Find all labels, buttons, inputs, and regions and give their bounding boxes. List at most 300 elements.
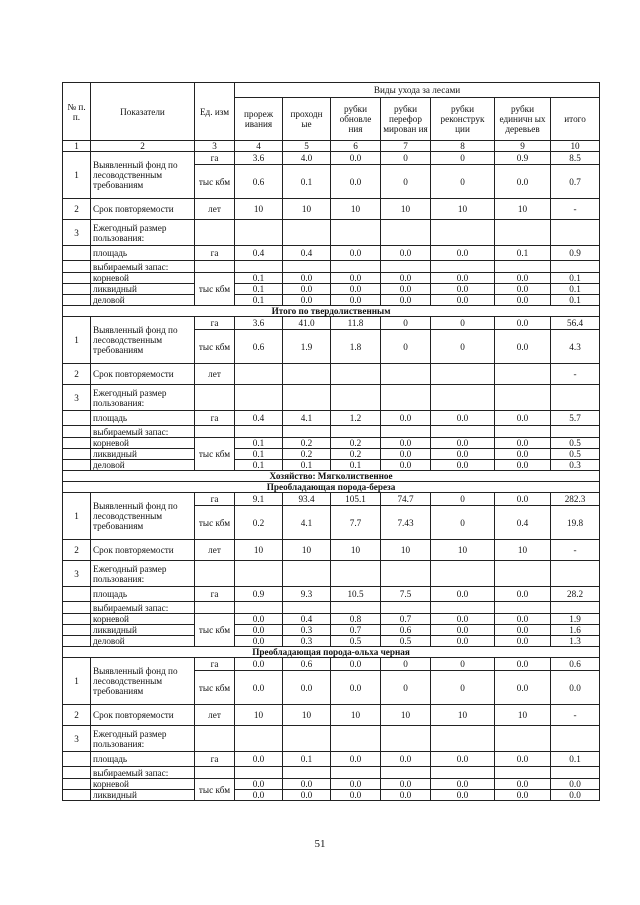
row-label-business: деловой (91, 636, 195, 647)
value-cell: 0 (381, 658, 431, 671)
empty-cell (495, 561, 551, 587)
unit-cell: га (195, 587, 235, 602)
row-number: 2 (63, 705, 91, 726)
empty-cell (283, 767, 331, 779)
empty-cell (431, 561, 495, 587)
row-number: 3 (63, 220, 91, 246)
value-cell: 0.7 (331, 625, 381, 636)
table-row (63, 790, 600, 801)
empty-cell (431, 767, 495, 779)
row-label-fund: Выявленный фонд по лесоводственным требованиям (91, 317, 195, 364)
value-cell: 4.3 (551, 330, 600, 364)
header-number: 1 (63, 141, 91, 152)
value-cell: 0.0 (431, 438, 495, 449)
empty-cell (551, 561, 600, 587)
value-cell: 0.7 (551, 165, 600, 199)
empty-cell (283, 602, 331, 614)
table-row (63, 471, 600, 482)
empty-cell (195, 561, 235, 587)
value-cell: 0.4 (283, 246, 331, 261)
header-number: 2 (91, 141, 195, 152)
value-cell: 7.5 (381, 587, 431, 602)
value-cell: 0 (381, 317, 431, 330)
row-label-liquid: ликвидный (91, 790, 195, 801)
unit-cell: га (195, 317, 235, 330)
empty-cell (195, 602, 235, 614)
row-number: 2 (63, 199, 91, 220)
unit-cell: лет (195, 705, 235, 726)
empty-cell (63, 767, 91, 779)
value-cell: 0.0 (331, 790, 381, 801)
table-row (63, 246, 600, 261)
header-type: рубки обновле ния (331, 98, 381, 141)
empty-cell (495, 220, 551, 246)
row-number: 2 (63, 364, 91, 385)
empty-cell (235, 385, 283, 411)
empty-cell (331, 767, 381, 779)
row-label-business: деловой (91, 295, 195, 306)
value-cell: 0.5 (551, 438, 600, 449)
empty-cell (331, 602, 381, 614)
row-number: 1 (63, 152, 91, 199)
value-cell: 0.9 (235, 587, 283, 602)
header-number: 3 (195, 141, 235, 152)
row-number: 3 (63, 561, 91, 587)
document-table-container (62, 82, 600, 801)
empty-cell (235, 602, 283, 614)
value-cell: 0.0 (381, 246, 431, 261)
empty-cell (283, 220, 331, 246)
value-cell: 0.8 (331, 614, 381, 625)
value-cell: 0.0 (331, 779, 381, 790)
row-label-root: корневой (91, 779, 195, 790)
empty-cell (331, 726, 381, 752)
header-number: 9 (495, 141, 551, 152)
value-cell: 0.0 (495, 273, 551, 284)
empty-cell (431, 261, 495, 273)
empty-cell (63, 587, 91, 602)
header-type: итого (551, 98, 600, 141)
value-cell: 1.2 (331, 411, 381, 426)
value-cell: 11.8 (331, 317, 381, 330)
table-row (63, 295, 600, 306)
value-cell: 0 (431, 165, 495, 199)
value-cell: 3.6 (235, 152, 283, 165)
value-cell: 0.0 (381, 411, 431, 426)
value-cell: 0.1 (283, 460, 331, 471)
unit-cell: га (195, 658, 235, 671)
unit-cell: га (195, 152, 235, 165)
empty-cell (283, 426, 331, 438)
section-subtitle: Преобладающая порода-береза (63, 482, 600, 493)
value-cell: - (551, 540, 600, 561)
table-row (63, 284, 600, 295)
empty-cell (63, 438, 91, 449)
empty-cell (431, 602, 495, 614)
empty-cell (63, 602, 91, 614)
value-cell: 0.0 (331, 152, 381, 165)
empty-cell (63, 284, 91, 295)
empty-cell (195, 726, 235, 752)
empty-cell (235, 426, 283, 438)
value-cell: 8.5 (551, 152, 600, 165)
value-cell: 0.0 (431, 587, 495, 602)
row-label-annual: Ежегодный размер пользования: (91, 220, 195, 246)
empty-cell (551, 602, 600, 614)
page-number: 51 (314, 838, 326, 850)
value-cell: 10 (283, 199, 331, 220)
table-row (63, 561, 600, 587)
value-cell (431, 364, 495, 385)
header-number: 6 (331, 141, 381, 152)
empty-cell (195, 767, 235, 779)
value-cell: 0.0 (495, 614, 551, 625)
value-cell: 0.0 (431, 411, 495, 426)
value-cell: 0.0 (495, 790, 551, 801)
value-cell: 28.2 (551, 587, 600, 602)
value-cell: 0.0 (431, 790, 495, 801)
value-cell: 0.0 (495, 330, 551, 364)
empty-cell (235, 220, 283, 246)
row-label-stock: выбираемый запас: (91, 426, 195, 438)
section-title: Итого по твердолиственным (63, 306, 600, 317)
value-cell: 0.0 (431, 625, 495, 636)
table-row (63, 426, 600, 438)
value-cell: 0.7 (381, 614, 431, 625)
table-row (63, 261, 600, 273)
value-cell: 0.5 (331, 636, 381, 647)
header-indicator: Показатели (91, 83, 195, 141)
unit-cell: га (195, 752, 235, 767)
value-cell: 4.1 (283, 411, 331, 426)
empty-cell (195, 220, 235, 246)
value-cell: 0.1 (235, 460, 283, 471)
row-label-liquid: ликвидный (91, 625, 195, 636)
row-label-liquid: ликвидный (91, 284, 195, 295)
row-label-annual: Ежегодный размер пользования: (91, 726, 195, 752)
row-label-liquid: ликвидный (91, 449, 195, 460)
empty-cell (283, 385, 331, 411)
row-label-area: площадь (91, 752, 195, 767)
row-number: 2 (63, 540, 91, 561)
value-cell: 0.4 (235, 246, 283, 261)
value-cell: 0.1 (331, 460, 381, 471)
value-cell: 9.3 (283, 587, 331, 602)
value-cell: 0 (381, 152, 431, 165)
value-cell: 0.0 (551, 671, 600, 705)
table-row (63, 587, 600, 602)
header-unit: Ед. изм (195, 83, 235, 141)
value-cell: 0 (431, 506, 495, 540)
row-label-root: корневой (91, 438, 195, 449)
value-cell: 0.0 (495, 493, 551, 506)
value-cell: 0.0 (495, 449, 551, 460)
header-type: рубки реконструк ции (431, 98, 495, 141)
value-cell: 10 (431, 540, 495, 561)
value-cell: 0.4 (283, 614, 331, 625)
value-cell: 0.0 (495, 295, 551, 306)
empty-cell (63, 752, 91, 767)
empty-cell (63, 261, 91, 273)
empty-cell (63, 625, 91, 636)
table-row (63, 493, 600, 506)
empty-cell (381, 726, 431, 752)
row-label-business: деловой (91, 460, 195, 471)
value-cell: 0.0 (381, 273, 431, 284)
empty-cell (495, 426, 551, 438)
empty-cell (381, 385, 431, 411)
empty-cell (63, 426, 91, 438)
empty-cell (331, 426, 381, 438)
value-cell: 0.1 (235, 284, 283, 295)
table-row (63, 752, 600, 767)
value-cell: 10 (495, 540, 551, 561)
empty-cell (495, 261, 551, 273)
unit-cell: тыс кбм (195, 671, 235, 705)
unit-cell: тыс кбм (195, 779, 235, 801)
value-cell: 74.7 (381, 493, 431, 506)
empty-cell (551, 385, 600, 411)
table-row (63, 614, 600, 625)
row-label-period: Срок повторяемости (91, 199, 195, 220)
value-cell: 9.1 (235, 493, 283, 506)
empty-cell (283, 726, 331, 752)
row-label-period: Срок повторяемости (91, 364, 195, 385)
row-label-annual: Ежегодный размер пользования: (91, 561, 195, 587)
table-row (63, 317, 600, 330)
value-cell: 0 (381, 671, 431, 705)
empty-cell (331, 220, 381, 246)
value-cell: 93.4 (283, 493, 331, 506)
value-cell: 0.0 (235, 614, 283, 625)
header-number: 8 (431, 141, 495, 152)
empty-cell (551, 220, 600, 246)
value-cell: 0.3 (283, 636, 331, 647)
value-cell: 0.0 (495, 438, 551, 449)
header-number: 10 (551, 141, 600, 152)
forest-care-table (62, 82, 600, 801)
value-cell: 5.7 (551, 411, 600, 426)
empty-cell (63, 295, 91, 306)
value-cell: 0.1 (235, 295, 283, 306)
value-cell: 0.2 (283, 449, 331, 460)
table-row (63, 83, 600, 98)
value-cell: 0.0 (235, 790, 283, 801)
value-cell: 0.0 (235, 671, 283, 705)
value-cell: 0 (381, 330, 431, 364)
value-cell: 0.5 (381, 636, 431, 647)
value-cell: 56.4 (551, 317, 600, 330)
value-cell: 0.0 (381, 449, 431, 460)
value-cell: 3.6 (235, 317, 283, 330)
value-cell: 0.6 (551, 658, 600, 671)
value-cell: 0.6 (235, 165, 283, 199)
row-label-stock: выбираемый запас: (91, 602, 195, 614)
value-cell: 10 (381, 705, 431, 726)
header-number: 7 (381, 141, 431, 152)
value-cell: 0.9 (551, 246, 600, 261)
value-cell: 0.0 (283, 295, 331, 306)
value-cell: 10 (235, 199, 283, 220)
unit-cell: тыс кбм (195, 614, 235, 647)
empty-cell (63, 614, 91, 625)
value-cell: 0.1 (551, 273, 600, 284)
table-row (63, 726, 600, 752)
unit-cell: тыс кбм (195, 165, 235, 199)
empty-cell (63, 790, 91, 801)
value-cell: 0 (431, 658, 495, 671)
unit-cell: тыс кбм (195, 438, 235, 471)
value-cell: 0.0 (495, 671, 551, 705)
header-number: 4 (235, 141, 283, 152)
unit-cell: лет (195, 540, 235, 561)
table-row (63, 385, 600, 411)
row-label-fund: Выявленный фонд по лесоводственным требованиям (91, 658, 195, 705)
value-cell: 0.2 (235, 506, 283, 540)
value-cell: 10.5 (331, 587, 381, 602)
value-cell: 10 (495, 199, 551, 220)
value-cell: 0.0 (495, 752, 551, 767)
empty-cell (495, 602, 551, 614)
value-cell: 0.0 (495, 411, 551, 426)
value-cell: 41.0 (283, 317, 331, 330)
empty-cell (551, 261, 600, 273)
value-cell: 7.43 (381, 506, 431, 540)
value-cell: 0.1 (235, 449, 283, 460)
value-cell: 1.6 (551, 625, 600, 636)
section-title: Хозяйство: Мягколиственное (63, 471, 600, 482)
value-cell: 0.1 (495, 246, 551, 261)
empty-cell (63, 636, 91, 647)
empty-cell (495, 385, 551, 411)
table-row (63, 647, 600, 658)
value-cell: 10 (283, 705, 331, 726)
row-number: 3 (63, 726, 91, 752)
value-cell: 105.1 (331, 493, 381, 506)
table-row (63, 364, 600, 385)
value-cell: 19.8 (551, 506, 600, 540)
value-cell: 0.0 (495, 460, 551, 471)
value-cell: 0.0 (331, 752, 381, 767)
empty-cell (235, 726, 283, 752)
value-cell: 0.0 (331, 284, 381, 295)
value-cell: 282.3 (551, 493, 600, 506)
value-cell: - (551, 364, 600, 385)
value-cell: 0.6 (235, 330, 283, 364)
table-row (63, 220, 600, 246)
value-cell: 0.0 (431, 636, 495, 647)
empty-cell (381, 767, 431, 779)
value-cell: 10 (331, 705, 381, 726)
unit-cell: тыс кбм (195, 330, 235, 364)
row-label-fund: Выявленный фонд по лесоводственным требованиям (91, 493, 195, 540)
value-cell: 0.4 (235, 411, 283, 426)
table-row (63, 460, 600, 471)
empty-cell (551, 726, 600, 752)
value-cell: 0.4 (495, 506, 551, 540)
value-cell: 0.0 (431, 284, 495, 295)
row-label-period: Срок повторяемости (91, 705, 195, 726)
value-cell: 0 (431, 493, 495, 506)
value-cell (235, 364, 283, 385)
value-cell: 0 (431, 152, 495, 165)
empty-cell (551, 426, 600, 438)
empty-cell (381, 561, 431, 587)
empty-cell (283, 561, 331, 587)
table-row (63, 779, 600, 790)
empty-cell (331, 561, 381, 587)
value-cell: 0.0 (431, 614, 495, 625)
value-cell: 0 (381, 165, 431, 199)
unit-cell: га (195, 411, 235, 426)
value-cell: 10 (235, 705, 283, 726)
value-cell: 0.1 (551, 295, 600, 306)
row-number: 1 (63, 493, 91, 540)
table-row (63, 306, 600, 317)
value-cell: 10 (495, 705, 551, 726)
row-number: 1 (63, 317, 91, 364)
value-cell: 0.0 (283, 790, 331, 801)
row-label-fund: Выявленный фонд по лесоводственным требованиям (91, 152, 195, 199)
value-cell: 0.0 (495, 284, 551, 295)
row-label-period: Срок повторяемости (91, 540, 195, 561)
empty-cell (495, 726, 551, 752)
value-cell: 0.0 (331, 295, 381, 306)
value-cell: 0.0 (431, 779, 495, 790)
row-label-area: площадь (91, 246, 195, 261)
value-cell: 0.0 (495, 625, 551, 636)
value-cell: 10 (283, 540, 331, 561)
row-label-root: корневой (91, 273, 195, 284)
value-cell: 1.9 (551, 614, 600, 625)
empty-cell (195, 385, 235, 411)
table-row (63, 658, 600, 671)
empty-cell (495, 767, 551, 779)
empty-cell (235, 561, 283, 587)
value-cell: 0.0 (551, 790, 600, 801)
value-cell: 0.0 (381, 438, 431, 449)
value-cell: 10 (235, 540, 283, 561)
table-row (63, 602, 600, 614)
value-cell: 0.6 (283, 658, 331, 671)
empty-cell (381, 261, 431, 273)
table-row (63, 438, 600, 449)
empty-cell (551, 767, 600, 779)
value-cell: 0.0 (331, 273, 381, 284)
value-cell: 0.0 (331, 658, 381, 671)
unit-cell: тыс кбм (195, 273, 235, 306)
empty-cell (63, 411, 91, 426)
value-cell: 0.0 (283, 273, 331, 284)
unit-cell: га (195, 246, 235, 261)
value-cell: 0.1 (283, 165, 331, 199)
value-cell: 0.0 (495, 779, 551, 790)
table-row (63, 152, 600, 165)
value-cell: 0.2 (331, 438, 381, 449)
value-cell: 0.5 (551, 449, 600, 460)
value-cell: 1.3 (551, 636, 600, 647)
value-cell: 0.0 (495, 587, 551, 602)
table-row (63, 411, 600, 426)
value-cell: 0.0 (431, 246, 495, 261)
value-cell: 1.8 (331, 330, 381, 364)
value-cell: 0.0 (235, 636, 283, 647)
header-num: № п. п. (63, 83, 91, 141)
empty-cell (63, 246, 91, 261)
row-label-root: корневой (91, 614, 195, 625)
table-row (63, 449, 600, 460)
value-cell: 0.0 (431, 752, 495, 767)
